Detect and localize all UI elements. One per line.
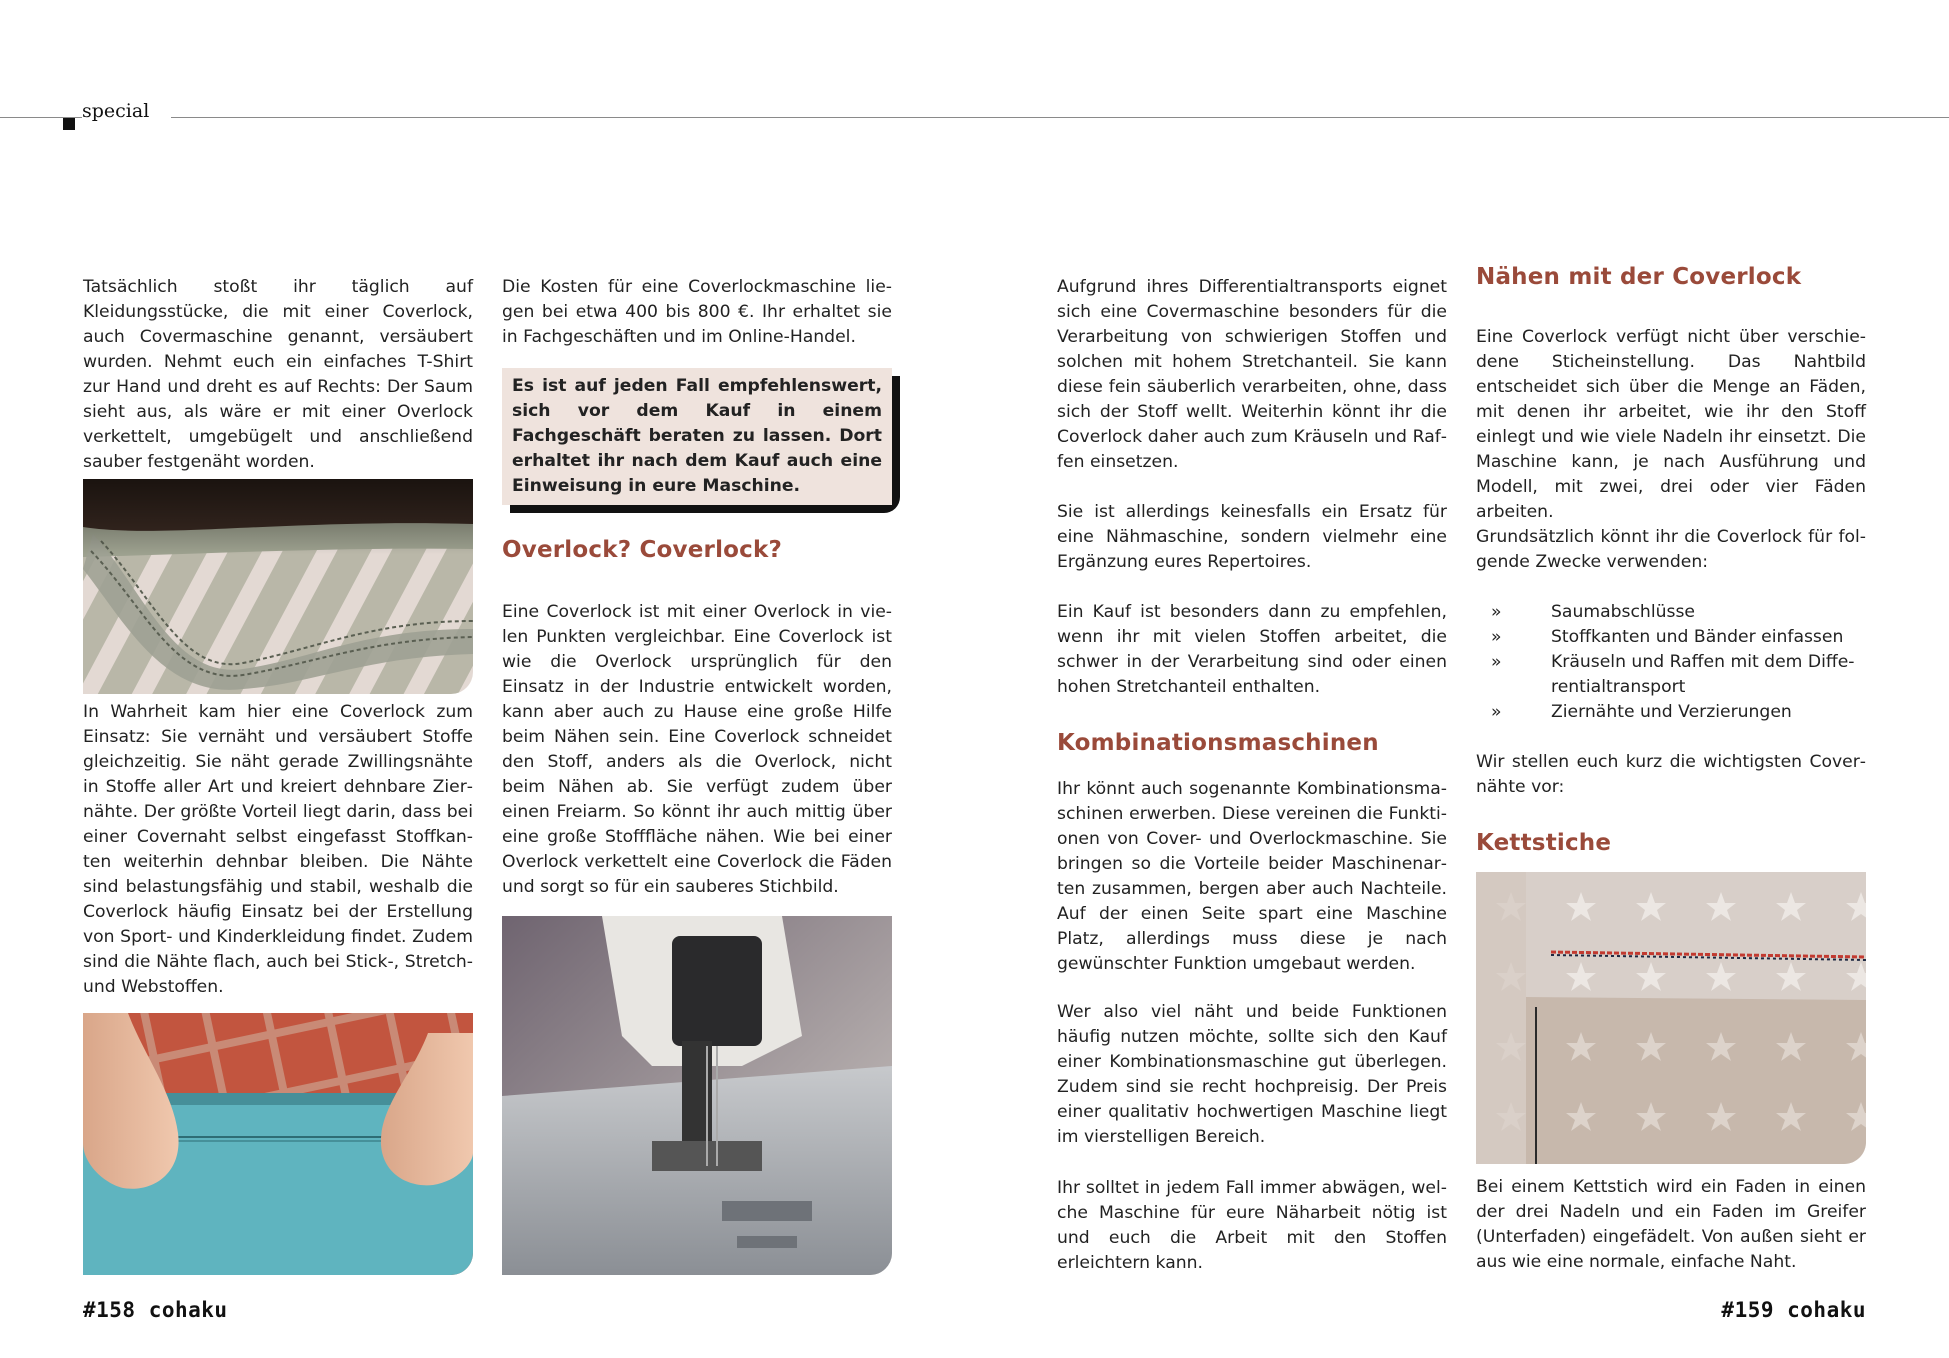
sewing-machine-image bbox=[502, 916, 892, 1275]
paragraph: Bei einem Kettstich wird ein Faden in einen der drei Nadeln und ein Faden im Greifer (Unterfaden) eingefädelt. Von außen sieht er aus wie eine normale, einfache Naht. bbox=[1476, 1177, 1866, 1272]
paragraph: Wir stellen euch kurz die wichtigsten Covernähte vor: bbox=[1476, 752, 1866, 797]
list-item-text: Saumabschlüsse bbox=[1551, 602, 1695, 622]
list-item bbox=[1476, 700, 1866, 725]
paragraph: Ein Kauf ist besonders dann zu empfehlen, wenn ihr mit vielen Stoffen arbeitet, die schwer in der Verarbeitung sind oder einen hohen Stretchanteil enthalten. bbox=[1057, 602, 1447, 697]
column-4-p2 bbox=[1476, 525, 1866, 575]
fabric-stretch-image bbox=[83, 1013, 473, 1275]
purpose-list bbox=[1476, 600, 1866, 725]
list-item-text: Ziernähte und Verzierungen bbox=[1551, 702, 1792, 722]
heading-overlock-coverlock: Overlock? Coverlock? bbox=[502, 537, 783, 563]
column-4-p3 bbox=[1476, 750, 1866, 800]
column-3-p4 bbox=[1057, 777, 1447, 977]
column-1-top bbox=[83, 275, 473, 475]
list-item bbox=[1476, 650, 1866, 700]
list-item bbox=[1476, 600, 1866, 625]
paragraph: Sie ist allerdings keinesfalls ein Ersatz für eine Nähmaschine, sondern vielmehr eine Ergänzung eures Repertoires. bbox=[1057, 502, 1447, 572]
callout-text: Es ist auf jeden Fall empfehlenswert, sich vor dem Kauf in einem Fachgeschäft beraten zu lassen. Dort erhaltet ihr nach dem Kauf auch eine Einweisung in eure Maschine. bbox=[502, 368, 892, 505]
list-item-text: Kräuseln und Raffen mit dem Differentialtransport bbox=[1551, 652, 1855, 697]
paragraph: Eine Coverlock verfügt nicht über verschiedene Sticheinstellung. Das Nahtbild entscheidet sich über die Menge an Fäden, mit denen ihr arbeitet, wie ihr den Stoff einlegt und wie viele Nadeln ihr einsetzt. Die Maschine kann, je nach Ausführung und Modell, mit zwei, drei oder vier Fäden arbeiten. bbox=[1476, 327, 1866, 522]
bullet-glyph: » bbox=[1491, 702, 1502, 722]
paragraph: Ihr solltet in jedem Fall immer abwägen, welche Maschine für eure Näharbeit nötig ist und euch die Arbeit mit den Stoffen erleichtern kann. bbox=[1057, 1178, 1447, 1273]
list-item-text: Stoffkanten und Bänder einfassen bbox=[1551, 627, 1844, 647]
column-3-p2 bbox=[1057, 500, 1447, 575]
paragraph: Wer also viel näht und beide Funktionen häufig nutzen möchte, sollte sich den Kauf einer Kombinationsmaschine gut überlegen. Zudem sind sie recht hochpreisig. Der Preis einer qualitativ hochwertigen Maschine liegt im vierstelligen Bereich. bbox=[1057, 1002, 1447, 1147]
paragraph: Aufgrund ihres Differentialtransports eignet sich eine Covermaschine besonders für die Verarbeitung von schwierigen Stoffen und solchen mit hohem Stretchanteil. Sie kann diese fein säuberlich verarbeiten, ohne, dass sich der Stoff wellt. Weiterhin könnt ihr die Coverlock daher auch zum Kräuseln und Raffen einsetzen. bbox=[1057, 277, 1447, 472]
paragraph: Eine Coverlock ist mit einer Overlock in vielen Punkten vergleichbar. Eine Coverlock ist wie die Overlock ursprünglich für den Einsatz in der Industrie entwickelt worden, kann aber auch zu Hause eine große Hilfe beim Nähen sein. Eine Coverlock schneidet den Stoff, anders als die Overlock, nicht beim Nähen ab. Sie verfügt zudem über einen Freiarm. So könnt ihr auch mittig über eine große Stofffläche nähen. Wie bei einer Overlock verkettelt eine Coverlock die Fäden und sorgt so für ein sauberes Stichbild. bbox=[502, 602, 892, 897]
photo-fabric-stretch bbox=[83, 1013, 473, 1275]
column-4-heading2 bbox=[1476, 828, 1866, 858]
column-2-heading bbox=[502, 535, 892, 565]
heading-kettstiche: Kettstiche bbox=[1476, 830, 1612, 856]
photo-sewing-machine bbox=[502, 916, 892, 1275]
bullet-glyph: » bbox=[1491, 652, 1502, 672]
paragraph: Die Kosten für eine Coverlockmaschine liegen bei etwa 400 bis 800 €. Ihr erhaltet sie in Fachgeschäften und im Online-Handel. bbox=[502, 277, 892, 347]
column-3-top bbox=[1057, 275, 1447, 475]
bullet-glyph: » bbox=[1491, 602, 1502, 622]
column-4-list bbox=[1476, 600, 1866, 725]
column-1-bottom bbox=[83, 700, 473, 1000]
folio-left: #158 cohaku bbox=[83, 1298, 228, 1322]
column-3-heading bbox=[1057, 728, 1447, 758]
section-marker bbox=[63, 118, 75, 130]
chain-stitch-image bbox=[1476, 872, 1866, 1164]
tshirt-hem-image bbox=[83, 479, 473, 694]
bullet-glyph: » bbox=[1491, 627, 1502, 647]
folio-right: #159 cohaku bbox=[1721, 1298, 1866, 1322]
photo-chain-stitch bbox=[1476, 872, 1866, 1164]
column-4-p1 bbox=[1476, 325, 1866, 525]
column-4-p4 bbox=[1476, 1175, 1866, 1275]
paragraph: Tatsächlich stoßt ihr täglich auf Kleidungsstücke, die mit einer Coverlock, auch Covermaschine genannt, versäubert wurden. Nehmt euch ein einfaches T-Shirt zur Hand und dreht es auf Rechts: Der Saum sieht aus, als wäre er mit einer Overlock verkettelt, umgebügelt und anschließend sauber festgenäht worden. bbox=[83, 277, 473, 472]
heading-naehen-mit-der-coverlock: Nähen mit der Coverlock bbox=[1476, 264, 1802, 290]
column-2-body bbox=[502, 600, 892, 900]
callout-box bbox=[502, 368, 892, 505]
list-item bbox=[1476, 625, 1866, 650]
section-label: special bbox=[82, 100, 171, 122]
paragraph: In Wahrheit kam hier eine Coverlock zum Einsatz: Sie vernäht und versäubert Stoffe gleichzeitig. Sie näht gerade Zwillingsnähte in Stoffe aller Art und kreiert dehnbare Ziernähte. Der größte Vorteil liegt darin, dass bei einer Covernaht selbst eingefasst Stoffkanten weiterhin dehnbar bleiben. Die Nähte sind belastungsfähig und stabil, weshalb die Coverlock häufig Einsatz bei der Erstellung von Sport- und Kinderkleidung findet. Zudem sind die Nähte flach, auch bei Stick-, Stretch- und Webstoffen. bbox=[83, 702, 473, 997]
column-3-p3 bbox=[1057, 600, 1447, 700]
column-4-heading1 bbox=[1476, 262, 1866, 292]
heading-kombinationsmaschinen: Kombinationsmaschinen bbox=[1057, 730, 1379, 756]
header-rule bbox=[0, 117, 1949, 118]
paragraph: Grundsätzlich könnt ihr die Coverlock für folgende Zwecke verwenden: bbox=[1476, 527, 1866, 572]
column-2-top bbox=[502, 275, 892, 350]
column-3-p5 bbox=[1057, 1000, 1447, 1150]
paragraph: Ihr könnt auch sogenannte Kombinationsmaschinen erwerben. Diese vereinen die Funktionen von Cover- und Overlockmaschine. Sie bringen so die Vorteile beider Maschinenarten zusammen, bergen aber auch Nachteile. Auf der einen Seite spart eine Maschine Platz, allerdings muss diese je nach gewünschter Funktion umgebaut werden. bbox=[1057, 779, 1447, 974]
photo-tshirt-hem bbox=[83, 479, 473, 694]
column-3-p6 bbox=[1057, 1176, 1447, 1276]
